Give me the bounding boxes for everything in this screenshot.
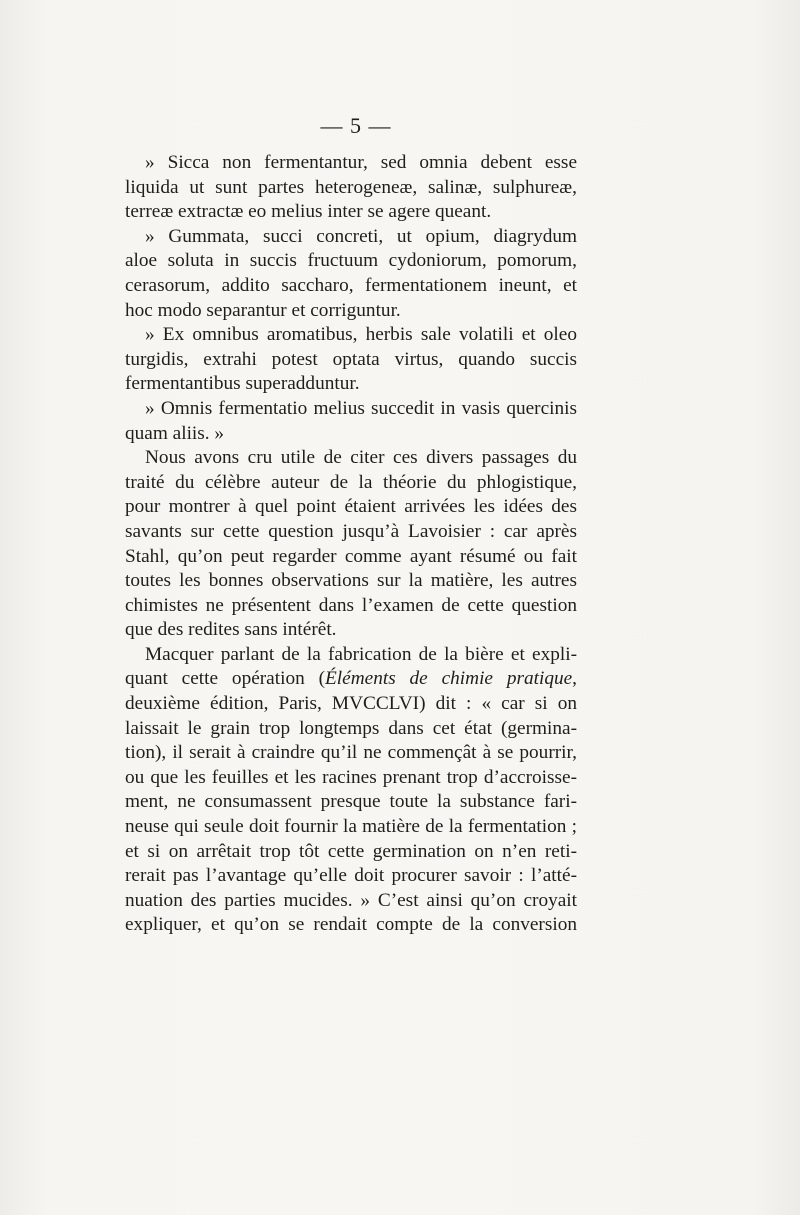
paragraph-3-line-2: turgidis, extrahi potest optata virtus, quando succis: [125, 348, 577, 370]
paragraph-4-line-1: » Omnis fermentatio melius succedit in vasis quercinis: [145, 397, 577, 419]
paragraph-6-line-2-end: ,: [572, 668, 577, 690]
paragraph-6-line-11: nuation des parties mucides. » C’est ainsi qu’on croyait: [125, 889, 577, 911]
paragraph-6-line-3: deuxième édition, Paris, MVCCLVI) dit : « car si on: [125, 693, 577, 715]
paragraph-3-line-1: » Ex omnibus aromatibus, herbis sale volatili et oleo: [145, 324, 577, 346]
paragraph-6-line-1: Macquer parlant de la fabrication de la bière et expli-: [145, 643, 577, 665]
paragraph-6-line-2-start: quant cette opération (: [125, 668, 326, 690]
paragraph-2-line-2: aloe soluta in succis fructuum cydoniorum, pomorum,: [125, 250, 577, 272]
paragraph-4-line-2: quam aliis. »: [125, 422, 225, 444]
paragraph-5-line-7: chimistes ne présentent dans l’examen de cette question: [125, 594, 577, 616]
paragraph-6-line-7: ment, ne consumassent presque toute la substance fari-: [125, 791, 577, 813]
paragraph-6-line-6: ou que les feuilles et les racines prenant trop d’accroisse-: [125, 766, 577, 788]
paragraph-6-line-10: rerait pas l’avantage qu’elle doit procurer savoir : l’atté-: [125, 865, 577, 887]
paragraph-2-line-3: cerasorum, addito saccharo, fermentationem ineunt, et: [125, 274, 577, 296]
paragraph-6-line-9: et si on arrêtait trop tôt cette germination on n’en reti-: [125, 840, 577, 862]
paragraph-5-line-8: que des redites sans intérêt.: [125, 619, 337, 641]
paragraph-6-line-4: laissait le grain trop longtemps dans cet état (germina-: [125, 717, 577, 739]
paragraph-6-line-5: tion), il serait à craindre qu’il ne commençât à se pourrir,: [125, 742, 577, 764]
paragraph-5-line-5: Stahl, qu’on peut regarder comme ayant résumé ou fait: [125, 545, 577, 567]
paragraph-5-line-1: Nous avons cru utile de citer ces divers passages du: [145, 447, 577, 469]
paragraph-6-line-12: expliquer, et qu’on se rendait compte de la conversion: [125, 914, 577, 936]
paragraph-6-line-8: neuse qui seule doit fournir la matière de la fermentation ;: [125, 816, 577, 838]
paragraph-6-line-2: [125, 667, 577, 692]
paragraph-5-line-4: savants sur cette question jusqu’à Lavoisier : car après: [125, 520, 577, 542]
paragraph-1-line-1: » Sicca non fermentantur, sed omnia debent esse: [145, 152, 577, 173]
paragraph-3-line-3: fermentantibus superadduntur.: [125, 373, 360, 395]
paragraph-5-line-2: traité du célèbre auteur de la théorie du phlogistique,: [125, 471, 577, 493]
paragraph-5-line-6: toutes les bonnes observations sur la matière, les autres: [125, 570, 577, 592]
paragraph-5-line-3: pour montrer à quel point étaient arrivées les idées des: [125, 496, 577, 518]
paragraph-2-line-4: hoc modo separantur et corriguntur.: [125, 299, 401, 321]
paragraph-1-line-2: liquida ut sunt partes heterogeneæ, salinæ, sulphureæ,: [125, 176, 577, 198]
paragraph-1-line-3: terreæ extractæ eo melius inter se agere queant.: [125, 201, 492, 223]
paragraph-2-line-1: » Gummata, succi concreti, ut opium, diagrydum: [145, 225, 577, 247]
page-number: — 5 —: [320, 113, 392, 138]
body-text: [125, 151, 577, 938]
book-title: Éléments de chimie pratique: [325, 668, 573, 690]
